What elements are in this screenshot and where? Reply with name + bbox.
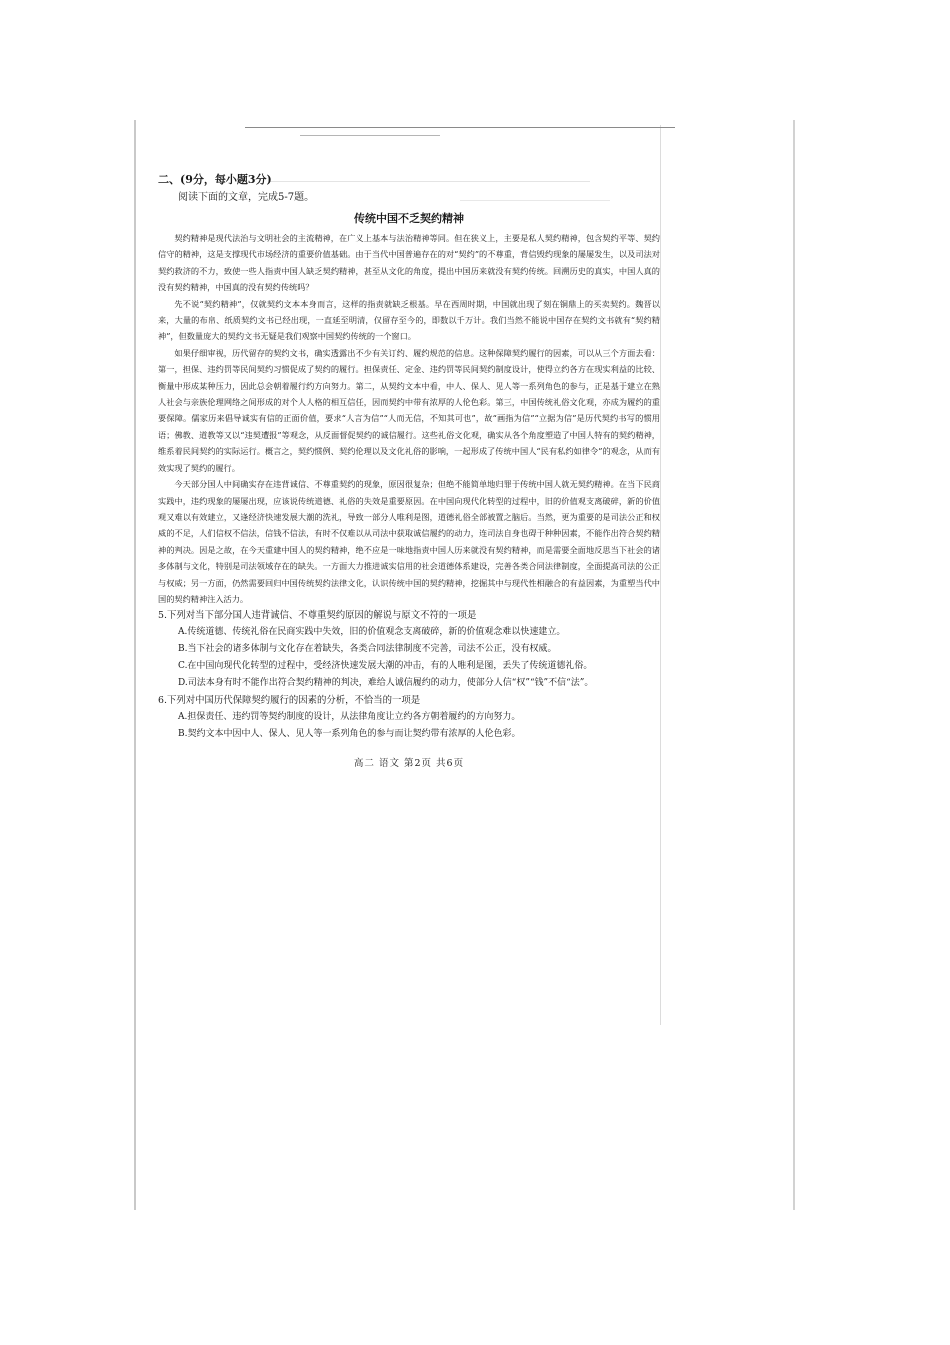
question-5 [158,607,660,692]
article-paragraph-4: 今天部分国人中间确实存在违背诚信、不尊重契约的现象，原因很复杂；但绝不能简单地归罪于传统中国人就无契约精神。在当下民商实践中，违约现象的屡屡出现，应该说传统道德、礼俗的失效是重要原因。在中国向现代化转型的过程中，旧的价值观支离破碎，新的价值观又难以有效建立，又逢经济快速发展大潮的洗礼，导致一部分人唯利是图，道德礼俗全部被置之脑后。当然，更为重要的是司法公正和权威的不足，人们信权不信法，信钱不信法，有时不仅难以从司法中获取诚信履约的动力，连司法自身也碍于种种因素，不能作出符合契约精神的判决。因是之故，在今天重建中国人的契约精神，绝不应是一味地指责中国人历来就没有契约精神，而是需要全面地反思当下社会的诸多体制与文化，特别是司法领域存在的缺失。一方面大力推进诚实信用的社会道德体系建设，完善各类合同法律制度，全面提高司法的公正与权威；另一方面，仍然需要回归中国传统契约法律文化，认识传统中国的契约精神，挖掘其中与现代性相融合的有益因素，为重塑当代中国的契约精神注入活力。 [158,479,660,604]
page-footer: 高二 语文 第2页 共6页 [353,758,465,770]
option-b: B.当下社会的诸多体制与文化存在着缺失，各类合同法律制度不完善，司法不公正，没有权威。 [178,644,557,655]
top-rule [245,127,675,128]
scan-fold-line [660,125,661,1025]
section-heading: 二、(9分，每小题3分) [158,173,272,186]
exam-page [158,168,660,769]
article-title: 传统中国不乏契约精神 [354,212,464,225]
article-paragraph-2: 先不说“契约精神”，仅就契约文本本身而言，这样的指责就缺乏根基。早在西周时期，中国就出现了刻在铜鼎上的买卖契约。魏晋以来，大量的布帛、纸质契约文书已经出现，一直延至明清，仅留存至今的，即数以千万计。我们当然不能说中国存在契约文书就有“契约精神”，但数量庞大的契约文书无疑是我们观察中国契约传统的一个窗口。 [158,298,660,342]
question-stem: 6.下列对中国历代保障契约履行的因素的分析，不恰当的一项是 [158,695,421,707]
reading-instruction: 阅读下面的文章，完成5-7题。 [178,192,315,203]
option-a: A.传统道德、传统礼俗在民商实践中失效，旧的价值观念支离破碎，新的价值观念难以快速建立。 [178,627,566,638]
option-d: D.司法本身有时不能作出符合契约精神的判决，难给人诚信履约的动力，使部分人信“权”“钱”不信“法”。 [178,678,594,689]
article-paragraph-1: 契约精神是现代法治与文明社会的主流精神，在广义上基本与法治精神等同。但在狭义上，主要是私人契约精神，包含契约平等、契约信守的精神，这是支撑现代市场经济的重要价值基础。由于当代中国普遍存在的对“契约”的不尊重，背信毁约现象的屡屡发生，以及司法对契约救济的不力，致使一些人指责中国人缺乏契约精神，甚至从文化的角度，提出中国历来就没有契约传统。回溯历史的真实，中国人真的没有契约精神，中国真的没有契约传统吗？ [158,233,660,293]
scan-edge-right [793,120,795,1210]
option-a: A.担保责任、违约罚等契约制度的设计，从法律角度让立约各方朝着履约的方向努力。 [178,712,521,723]
scan-edge-left [134,120,136,1210]
article-paragraph-3: 如果仔细审视，历代留存的契约文书，确实透露出不少有关订约、履约规范的信息。这种保障契约履行的因素，可以从三个方面去看：第一，担保、违约罚等民间契约习惯促成了契约的履行。担保责任、定金、违约罚等民间契约制度设计，使得立约各方在现实利益的比较、衡量中形成某种压力，因此总会朝着履行约方向努力。第二，从契约文本中看，中人、保人、见人等一系列角色的参与，正是基于建立在熟人社会与亲族伦理网络之间形成的对个人人格的相互信任，因而契约中带有浓厚的人伦色彩。第三，中国传统礼俗文化观，亦成为履约的重要保障。儒家历来倡导诚实有信的正面价值，要求“人言为信”“人而无信，不知其可也”，故“画指为信”“立据为信”是历代契约书写的惯用语；佛教、道教等又以“违契遭报”等观念，从反面督促契约的诚信履行。这些礼俗文化观，确实从各个角度塑造了中国人特有的契约精神，维系着民间契约的实际运行。概言之，契约惯例、契约伦理以及文化礼俗的影响，一起形成了传统中国人“民有私约如律令”的观念，从而有效实现了契约的履行。 [158,347,660,473]
option-b: B.契约文本中因中人、保人、见人等一系列角色的参与而让契约带有浓厚的人伦色彩。 [178,729,521,740]
question-stem: 5.下列对当下部分国人违背诚信、不尊重契约原因的解说与原文不符的一项是 [158,610,477,622]
top-rule-short [300,135,440,136]
option-c: C.在中国向现代化转型的过程中，受经济快速发展大潮的冲击，有的人唯利是图，丢失了传统道德礼俗。 [178,661,593,672]
question-6 [158,692,660,743]
